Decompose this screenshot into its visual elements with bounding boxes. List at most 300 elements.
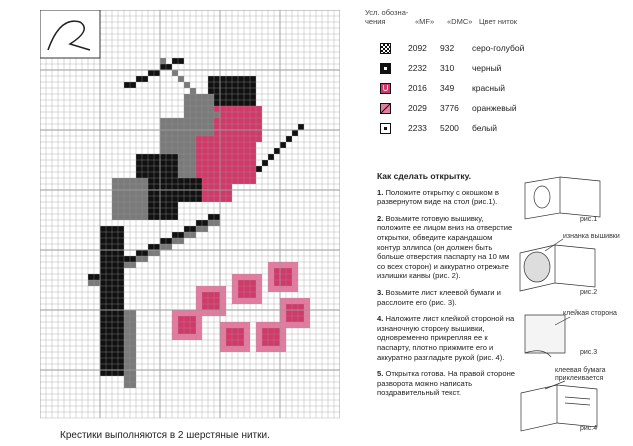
stitch-cell	[178, 58, 184, 64]
legend-head-color: Цвет ниток	[479, 17, 518, 26]
stitch-cell	[172, 148, 178, 154]
stitch-cell	[190, 160, 196, 166]
stitch-cell	[214, 190, 220, 196]
stitch-cell	[202, 142, 208, 148]
stitch-cell	[142, 256, 148, 262]
stitch-cell	[178, 142, 184, 148]
stitch-cell	[226, 94, 232, 100]
stitch-cell	[160, 118, 166, 124]
stitch-cell	[232, 286, 238, 292]
fig4-label: рис.4	[580, 425, 598, 432]
stitch-cell	[118, 328, 124, 334]
stitch-cell	[142, 154, 148, 160]
stitch-cell	[130, 316, 136, 322]
stitch-cell	[118, 370, 124, 376]
u-symbol-icon: U	[380, 83, 391, 94]
stitch-cell	[124, 256, 130, 262]
stitch-cell	[208, 154, 214, 160]
stitch-cell	[250, 142, 256, 148]
stitch-cell	[160, 64, 166, 70]
step-text: Возьмите лист клеевой бумаги и расслоите его (рис. 3).	[377, 287, 501, 307]
stitch-cell	[190, 184, 196, 190]
stitch-cell	[184, 196, 190, 202]
stitch-cell	[280, 298, 286, 304]
stitch-cell	[244, 118, 250, 124]
stitch-cell	[226, 76, 232, 82]
stitch-cell	[166, 166, 172, 172]
stitch-cell	[112, 304, 118, 310]
stitch-cell	[268, 280, 274, 286]
stitch-cell	[190, 172, 196, 178]
stitch-cell	[118, 292, 124, 298]
stitch-cell	[118, 334, 124, 340]
stitch-cell	[250, 106, 256, 112]
stitch-cell	[250, 292, 256, 298]
stitch-cell	[166, 172, 172, 178]
instruction-figures	[515, 175, 630, 445]
stitch-cell	[298, 322, 304, 328]
stitch-cell	[184, 130, 190, 136]
stitch-cell	[304, 304, 310, 310]
stitch-cell	[160, 202, 166, 208]
stitch-cell	[100, 328, 106, 334]
stitch-cell	[196, 292, 202, 298]
stitch-cell	[154, 244, 160, 250]
stitch-cell	[280, 304, 286, 310]
stitch-cell	[274, 268, 280, 274]
stitch-cell	[118, 214, 124, 220]
stitch-cell	[220, 304, 226, 310]
stitch-cell	[286, 298, 292, 304]
stitch-cell	[172, 328, 178, 334]
stitch-cell	[196, 106, 202, 112]
stitch-cell	[244, 328, 250, 334]
stitch-cell	[118, 256, 124, 262]
stitch-cell	[160, 58, 166, 64]
stitch-cell	[268, 328, 274, 334]
stitch-cell	[154, 178, 160, 184]
finished-card-figure-4	[521, 381, 597, 431]
stitch-cell	[166, 184, 172, 190]
stitch-cell	[172, 184, 178, 190]
stitch-cell	[214, 76, 220, 82]
stitch-cell	[220, 166, 226, 172]
stitch-cell	[238, 340, 244, 346]
stitch-cell	[256, 166, 262, 172]
stitch-cell	[226, 142, 232, 148]
stitch-cell	[118, 238, 124, 244]
stitch-cell	[100, 358, 106, 364]
stitch-cell	[106, 232, 112, 238]
stitch-cell	[280, 310, 286, 316]
stitch-cell	[196, 100, 202, 106]
stitch-cell	[106, 370, 112, 376]
stitch-cell	[190, 118, 196, 124]
stitch-cell	[226, 106, 232, 112]
stitch-cell	[202, 172, 208, 178]
stitch-cell	[214, 184, 220, 190]
stitch-cell	[148, 154, 154, 160]
step-text: Наложите лист клейкой стороной на изнаночную сторону вышивки, одновременно прикрепляя ее к паспарту, плотно прижмите его и аккуратно разгладьте рукой (рис. 4).	[377, 314, 515, 362]
stitch-cell	[214, 88, 220, 94]
stitch-cell	[178, 178, 184, 184]
stitch-cell	[172, 202, 178, 208]
stitch-cell	[202, 292, 208, 298]
stitch-cell	[268, 322, 274, 328]
stitch-cell	[184, 184, 190, 190]
fig2-callout: изнанка вышивки	[563, 233, 620, 240]
stitch-cell	[262, 346, 268, 352]
stitch-cell	[118, 250, 124, 256]
stitch-cell	[238, 148, 244, 154]
stitch-cell	[136, 166, 142, 172]
stitch-cell	[172, 316, 178, 322]
stitch-cell	[148, 70, 154, 76]
stitch-cell	[238, 172, 244, 178]
stitch-cell	[112, 262, 118, 268]
stitch-cell	[154, 202, 160, 208]
stitch-cell	[130, 358, 136, 364]
thread-legend	[365, 8, 625, 138]
stitch-cell	[244, 76, 250, 82]
stitch-cell	[106, 244, 112, 250]
instruction-step	[377, 288, 515, 307]
stitch-cell	[256, 112, 262, 118]
stitch-cell	[220, 88, 226, 94]
stitch-cell	[202, 94, 208, 100]
stitch-cell	[256, 136, 262, 142]
stitch-cell	[130, 346, 136, 352]
stitch-cell	[250, 88, 256, 94]
stitch-cell	[106, 310, 112, 316]
stitch-cell	[214, 136, 220, 142]
stitch-cell	[220, 292, 226, 298]
stitch-cell	[232, 346, 238, 352]
stitch-cell	[244, 322, 250, 328]
stitch-cell	[130, 202, 136, 208]
checker-symbol-icon	[380, 43, 391, 54]
stitch-cell	[250, 172, 256, 178]
stitch-cell	[292, 130, 298, 136]
stitch-cell	[202, 184, 208, 190]
stitch-cell	[154, 184, 160, 190]
instruction-step	[377, 188, 515, 207]
stitch-cell	[88, 280, 94, 286]
stitch-cell	[208, 100, 214, 106]
stitch-cell	[112, 280, 118, 286]
stitch-cell	[190, 112, 196, 118]
embroidery-figure-2	[520, 239, 595, 291]
legend-color-name: черный	[472, 63, 502, 73]
stitch-cell	[190, 106, 196, 112]
stitch-cell	[184, 322, 190, 328]
stitch-cell	[166, 178, 172, 184]
stitch-cell	[172, 310, 178, 316]
stitch-cell	[208, 178, 214, 184]
stitch-cell	[250, 280, 256, 286]
stitch-cell	[208, 130, 214, 136]
stitch-cell	[172, 118, 178, 124]
stitch-cell	[184, 112, 190, 118]
stitch-cell	[220, 148, 226, 154]
stitch-cell	[184, 226, 190, 232]
stitch-cell	[112, 202, 118, 208]
stitch-cell	[130, 196, 136, 202]
stitch-cell	[244, 88, 250, 94]
stitch-cell	[118, 286, 124, 292]
stitch-cell	[274, 346, 280, 352]
stitch-cell	[178, 166, 184, 172]
stitch-cell	[112, 346, 118, 352]
stitch-cell	[214, 148, 220, 154]
stitch-cell	[208, 310, 214, 316]
stitch-cell	[202, 286, 208, 292]
stitch-cell	[112, 370, 118, 376]
stitch-cell	[268, 340, 274, 346]
stitch-cell	[214, 124, 220, 130]
stitch-cell	[160, 214, 166, 220]
stitch-cell	[160, 184, 166, 190]
stitch-cell	[100, 292, 106, 298]
stitch-cell	[298, 298, 304, 304]
stitch-cell	[214, 154, 220, 160]
stitch-cell	[160, 172, 166, 178]
legend-mf: 2232	[408, 63, 427, 73]
stitch-cell	[286, 268, 292, 274]
stitch-cell	[226, 118, 232, 124]
stitch-cell	[280, 340, 286, 346]
stitch-cell	[154, 166, 160, 172]
stitch-cell	[124, 262, 130, 268]
stitch-cell	[130, 328, 136, 334]
stitch-cell	[118, 202, 124, 208]
stitch-cell	[256, 298, 262, 304]
stitch-cell	[244, 148, 250, 154]
stitch-cell	[268, 268, 274, 274]
stitch-cell	[208, 142, 214, 148]
stitch-cell	[112, 286, 118, 292]
stitch-cell	[106, 250, 112, 256]
stitch-cell	[244, 166, 250, 172]
stitch-cell	[148, 250, 154, 256]
stitch-cell	[238, 286, 244, 292]
stitch-cell	[238, 322, 244, 328]
legend-head-symbol: Усл. обозна-чения	[365, 8, 409, 26]
stitch-cell	[286, 286, 292, 292]
stitch-cell	[226, 82, 232, 88]
legend-header	[365, 8, 625, 26]
stitch-cell	[232, 328, 238, 334]
stitch-cell	[268, 346, 274, 352]
stitch-cell	[112, 208, 118, 214]
stitch-cell	[238, 94, 244, 100]
stitch-cell	[112, 298, 118, 304]
stitch-cell	[184, 310, 190, 316]
stitch-cell	[268, 286, 274, 292]
stitch-cell	[178, 124, 184, 130]
stitch-cell	[130, 184, 136, 190]
stitch-cell	[178, 172, 184, 178]
stitch-cell	[118, 274, 124, 280]
stitch-cell	[106, 364, 112, 370]
stitch-cell	[136, 202, 142, 208]
stitch-cell	[202, 118, 208, 124]
stitch-cell	[244, 142, 250, 148]
stitch-cell	[214, 286, 220, 292]
stitch-cell	[172, 196, 178, 202]
stitch-cell	[118, 316, 124, 322]
stitch-cell	[154, 70, 160, 76]
stitch-cell	[148, 184, 154, 190]
stitch-cell	[166, 214, 172, 220]
stitch-cell	[184, 136, 190, 142]
stitch-cell	[130, 190, 136, 196]
stitch-cell	[148, 196, 154, 202]
stitch-cell	[196, 190, 202, 196]
legend-row	[365, 38, 625, 58]
stitch-cell	[238, 82, 244, 88]
stitch-cell	[172, 58, 178, 64]
stitch-cell	[118, 280, 124, 286]
legend-head-dmc: «DMC»	[447, 17, 473, 26]
diagonal-symbol-icon	[380, 103, 391, 114]
legend-head-mf: «MF»	[415, 17, 435, 26]
stitch-cell	[118, 364, 124, 370]
stitch-cell	[268, 334, 274, 340]
stitch-cell	[286, 136, 292, 142]
stitch-cell	[112, 352, 118, 358]
stitch-cell	[268, 154, 274, 160]
stitch-cell	[262, 340, 268, 346]
stitch-cell	[130, 256, 136, 262]
stitch-cell	[124, 202, 130, 208]
stitch-cell	[238, 112, 244, 118]
stitch-cell	[256, 118, 262, 124]
stitch-cell	[226, 88, 232, 94]
stitch-cell	[244, 286, 250, 292]
stitch-cell	[124, 352, 130, 358]
stitch-cell	[238, 100, 244, 106]
stitch-cell	[136, 76, 142, 82]
stitch-cell	[112, 328, 118, 334]
stitch-cell	[160, 136, 166, 142]
legend-mf: 2233	[408, 123, 427, 133]
stitch-cell	[196, 184, 202, 190]
stitch-cell	[106, 304, 112, 310]
stitch-cell	[130, 82, 136, 88]
stitch-cell	[238, 124, 244, 130]
stitch-cell	[136, 172, 142, 178]
stitch-cell	[280, 274, 286, 280]
stitch-cell	[250, 76, 256, 82]
stitch-cell	[220, 112, 226, 118]
stitch-cell	[172, 130, 178, 136]
stitch-cell	[256, 286, 262, 292]
stitch-cell	[136, 214, 142, 220]
stitch-cell	[118, 232, 124, 238]
stitch-cell	[280, 334, 286, 340]
stitch-cell	[196, 160, 202, 166]
stitch-cell	[118, 298, 124, 304]
stitch-cell	[154, 250, 160, 256]
stitch-cell	[160, 238, 166, 244]
stitch-cell	[148, 208, 154, 214]
stitch-cell	[166, 244, 172, 250]
stitch-cell	[142, 178, 148, 184]
stitch-cell	[184, 100, 190, 106]
fig3-callout: клейкая сторона	[563, 310, 617, 317]
stitch-cell	[214, 178, 220, 184]
stitch-cell	[112, 340, 118, 346]
stitch-cell	[130, 262, 136, 268]
stitch-cell	[244, 178, 250, 184]
stitch-cell	[250, 124, 256, 130]
stitch-cell	[106, 334, 112, 340]
stitch-cell	[244, 100, 250, 106]
stitch-cell	[112, 268, 118, 274]
stitch-cell	[220, 142, 226, 148]
stitch-cell	[232, 94, 238, 100]
stitch-cell	[112, 196, 118, 202]
stitch-cell	[262, 160, 268, 166]
stitch-cell	[136, 250, 142, 256]
stitch-cell	[274, 328, 280, 334]
stitch-cell	[202, 112, 208, 118]
legend-dmc: 310	[440, 63, 455, 73]
stitch-cell	[232, 142, 238, 148]
stitch-cell	[220, 184, 226, 190]
stitch-cell	[232, 112, 238, 118]
stitch-cell	[208, 136, 214, 142]
stitch-cell	[238, 334, 244, 340]
stitch-cell	[136, 184, 142, 190]
stitch-cell	[196, 136, 202, 142]
stitch-cell	[250, 274, 256, 280]
stitch-cell	[226, 340, 232, 346]
stitch-cell	[232, 172, 238, 178]
stitch-cell	[148, 214, 154, 220]
stitch-cell	[208, 196, 214, 202]
stitch-cell	[226, 328, 232, 334]
stitch-cell	[250, 94, 256, 100]
stitch-cell	[220, 160, 226, 166]
stitch-cell	[292, 298, 298, 304]
stitch-cell	[124, 322, 130, 328]
stitch-cell	[232, 100, 238, 106]
stitch-cell	[226, 148, 232, 154]
stitch-cell	[280, 322, 286, 328]
stitch-cell	[256, 274, 262, 280]
stitch-cell	[196, 178, 202, 184]
stitch-cell	[190, 136, 196, 142]
stitch-cell	[130, 208, 136, 214]
stitch-cell	[124, 82, 130, 88]
stitch-cell	[112, 310, 118, 316]
step-number: 1.	[377, 187, 384, 197]
legend-color-name: оранжевый	[472, 103, 517, 113]
stitch-cell	[298, 310, 304, 316]
stitch-cell	[172, 322, 178, 328]
stitch-cell	[112, 244, 118, 250]
stitch-cell	[160, 124, 166, 130]
stitch-cell	[100, 304, 106, 310]
stitch-cell	[184, 118, 190, 124]
stitch-cell	[196, 94, 202, 100]
stitch-cell	[244, 298, 250, 304]
stitch-cell	[190, 94, 196, 100]
stitch-cell	[208, 286, 214, 292]
stitch-cell	[208, 184, 214, 190]
